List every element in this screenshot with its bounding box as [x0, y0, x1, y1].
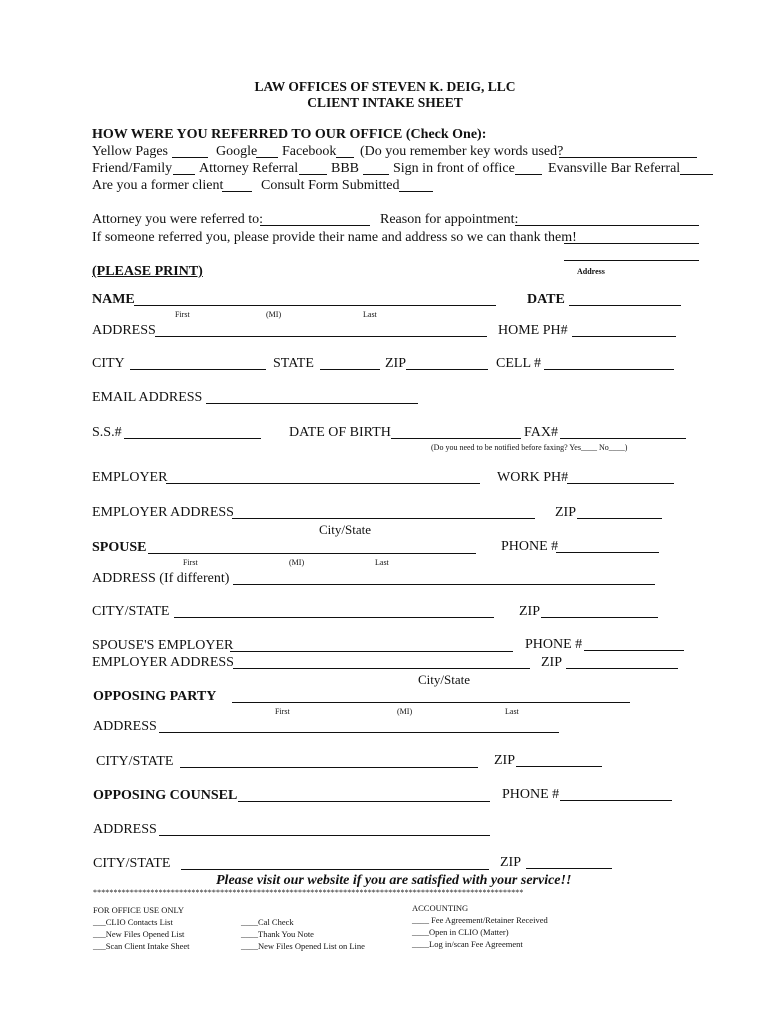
opposing-city-state-label: CITY/STATE	[96, 754, 174, 769]
counsel-city-state-label: CITY/STATE	[93, 856, 171, 871]
spouse-name-field[interactable]	[148, 553, 476, 554]
opposing-zip-field[interactable]	[516, 766, 602, 767]
spouse-city-state-field[interactable]	[174, 617, 494, 618]
state-label: STATE	[273, 356, 314, 371]
website-message: Please visit our website if you are satisfied with your service!!	[216, 873, 572, 888]
opposing-zip-label: ZIP	[494, 753, 515, 768]
city-label: CITY	[92, 356, 125, 371]
name-field[interactable]	[134, 305, 496, 306]
facebook-label: Facebook	[282, 144, 337, 159]
google-field[interactable]	[256, 157, 278, 158]
spouse-emp-zip-label: ZIP	[541, 655, 562, 670]
evansville-field[interactable]	[680, 174, 713, 175]
address-field[interactable]	[155, 336, 487, 337]
employer-zip-field[interactable]	[577, 518, 662, 519]
friend-field[interactable]	[173, 174, 195, 175]
zip-field[interactable]	[406, 369, 488, 370]
counsel-address-label: ADDRESS	[93, 822, 157, 837]
keywords-label: (Do you remember key words used?	[360, 144, 564, 159]
email-field[interactable]	[206, 403, 418, 404]
name-last-caption: Last	[363, 310, 377, 319]
address-label: ADDRESS	[92, 323, 156, 338]
clio-contacts-item[interactable]: ___CLIO Contacts List	[93, 917, 173, 927]
yellow-pages-field[interactable]	[172, 157, 208, 158]
work-ph-field[interactable]	[567, 483, 674, 484]
spouse-city-state-label: CITY/STATE	[92, 604, 170, 619]
ss-label: S.S.#	[92, 425, 122, 440]
new-files-item[interactable]: ___New Files Opened List	[93, 929, 185, 939]
spouse-employer-field[interactable]	[230, 651, 513, 652]
date-field[interactable]	[569, 305, 681, 306]
sign-field[interactable]	[515, 174, 542, 175]
cell-label: CELL #	[496, 356, 541, 371]
employer-field[interactable]	[166, 483, 480, 484]
employer-label: EMPLOYER	[92, 470, 168, 485]
fax-note: (Do you need to be notified before faxing? Yes____ No____)	[431, 443, 628, 452]
spouse-emp-city-state-caption: City/State	[418, 672, 470, 687]
yellow-pages-label: Yellow Pages	[92, 144, 168, 159]
attorney-referred-label: Attorney you were referred to:	[92, 212, 264, 227]
opposing-party-label: OPPOSING PARTY	[93, 689, 217, 704]
employer-address-label: EMPLOYER ADDRESS	[92, 505, 234, 520]
city-field[interactable]	[130, 369, 266, 370]
sign-label: Sign in front of office	[393, 161, 515, 176]
firm-name: LAW OFFICES OF STEVEN K. DEIG, LLC	[254, 79, 516, 94]
spouse-last-caption: Last	[375, 558, 389, 567]
consult-form-field[interactable]	[399, 191, 433, 192]
spouse-mi-caption: (MI)	[289, 558, 305, 567]
counsel-phone-field[interactable]	[560, 800, 672, 801]
opposing-first-caption: First	[275, 707, 290, 716]
referrer-name-field[interactable]	[564, 243, 699, 244]
asterisk-divider: *********************************************************************************************************	[93, 889, 524, 897]
home-ph-label: HOME PH#	[498, 323, 568, 338]
google-label: Google	[216, 144, 258, 159]
new-files-online-item[interactable]: ____New Files Opened List on Line	[241, 941, 365, 951]
ss-field[interactable]	[124, 438, 261, 439]
attorney-referred-field[interactable]	[260, 225, 370, 226]
please-print: (PLEASE PRINT)	[92, 264, 203, 279]
fax-field[interactable]	[560, 438, 686, 439]
name-mi-caption: (MI)	[266, 310, 282, 319]
evansville-label: Evansville Bar Referral	[548, 161, 681, 176]
dob-label: DATE OF BIRTH	[289, 425, 391, 440]
reason-field[interactable]	[515, 225, 699, 226]
employer-zip-label: ZIP	[555, 505, 576, 520]
cell-field[interactable]	[544, 369, 674, 370]
home-ph-field[interactable]	[572, 336, 676, 337]
fee-agreement-item[interactable]: ____ Fee Agreement/Retainer Received	[412, 915, 548, 925]
bbb-field[interactable]	[363, 174, 389, 175]
state-field[interactable]	[320, 369, 380, 370]
spouse-zip-label: ZIP	[519, 604, 540, 619]
reason-label: Reason for appointment:	[380, 212, 519, 227]
name-first-caption: First	[175, 310, 190, 319]
dob-field[interactable]	[391, 438, 521, 439]
office-use-heading: FOR OFFICE USE ONLY	[93, 905, 185, 915]
spouse-employer-label: SPOUSE'S EMPLOYER	[92, 638, 234, 653]
counsel-zip-field[interactable]	[526, 868, 612, 869]
zip-label: ZIP	[385, 356, 406, 371]
opposing-last-caption: Last	[505, 707, 519, 716]
page-title: CLIENT INTAKE SHEET	[307, 95, 463, 110]
referral-heading: HOW WERE YOU REFERRED TO OUR OFFICE (Check One):	[92, 127, 487, 142]
opposing-counsel-field[interactable]	[238, 801, 490, 802]
opposing-address-field[interactable]	[159, 732, 559, 733]
bbb-label: BBB	[331, 161, 360, 176]
someone-referred-label: If someone referred you, please provide their name and address so we can thank them!	[92, 230, 577, 245]
consult-form-label: Consult Form Submitted	[261, 178, 400, 193]
accounting-heading: ACCOUNTING	[412, 903, 469, 913]
fax-label: FAX#	[524, 425, 558, 440]
spouse-phone-label: PHONE #	[501, 539, 559, 554]
log-in-item[interactable]: ____Log in/scan Fee Agreement	[412, 939, 523, 949]
spouse-employer-address-label: EMPLOYER ADDRESS	[92, 655, 234, 670]
spouse-emp-phone-field[interactable]	[584, 650, 684, 651]
work-ph-label: WORK PH#	[497, 470, 569, 485]
facebook-field[interactable]	[336, 157, 354, 158]
spouse-emp-zip-field[interactable]	[566, 668, 678, 669]
former-client-field[interactable]	[222, 191, 252, 192]
date-label: DATE	[527, 292, 565, 307]
counsel-address-field[interactable]	[159, 835, 490, 836]
opposing-city-state-field[interactable]	[180, 767, 478, 768]
spouse-employer-address-field[interactable]	[233, 668, 530, 669]
scan-client-item[interactable]: ___Scan Client Intake Sheet	[93, 941, 190, 951]
referrer-address-caption: Address	[577, 267, 605, 276]
friend-label: Friend/Family	[92, 161, 173, 176]
thank-you-item[interactable]: ____Thank You Note	[241, 929, 314, 939]
spouse-address-label: ADDRESS (If different)	[92, 571, 230, 586]
email-label: EMAIL ADDRESS	[92, 390, 203, 405]
spouse-first-caption: First	[183, 558, 198, 567]
spouse-emp-phone-label: PHONE #	[525, 637, 583, 652]
counsel-city-state-field[interactable]	[181, 869, 489, 870]
name-label: NAME	[92, 292, 135, 307]
open-clio-item[interactable]: ____Open in CLIO (Matter)	[412, 927, 509, 937]
former-client-label: Are you a former client	[92, 178, 224, 193]
spouse-label: SPOUSE	[92, 540, 147, 555]
opposing-party-field[interactable]	[232, 702, 630, 703]
opposing-counsel-label: OPPOSING COUNSEL	[93, 788, 238, 803]
spouse-zip-field[interactable]	[541, 617, 658, 618]
spouse-address-field[interactable]	[233, 584, 655, 585]
opposing-address-label: ADDRESS	[93, 719, 157, 734]
counsel-phone-label: PHONE #	[502, 787, 560, 802]
attorney-referral-field[interactable]	[299, 174, 327, 175]
opposing-mi-caption: (MI)	[397, 707, 413, 716]
employer-address-field[interactable]	[232, 518, 535, 519]
cal-check-item[interactable]: ____Cal Check	[241, 917, 294, 927]
keywords-field[interactable]	[559, 157, 697, 158]
attorney-referral-label: Attorney Referral	[199, 161, 299, 176]
employer-city-state-caption: City/State	[319, 522, 371, 537]
referrer-address-field[interactable]	[564, 260, 699, 261]
spouse-phone-field[interactable]	[556, 552, 659, 553]
counsel-zip-label: ZIP	[500, 855, 521, 870]
